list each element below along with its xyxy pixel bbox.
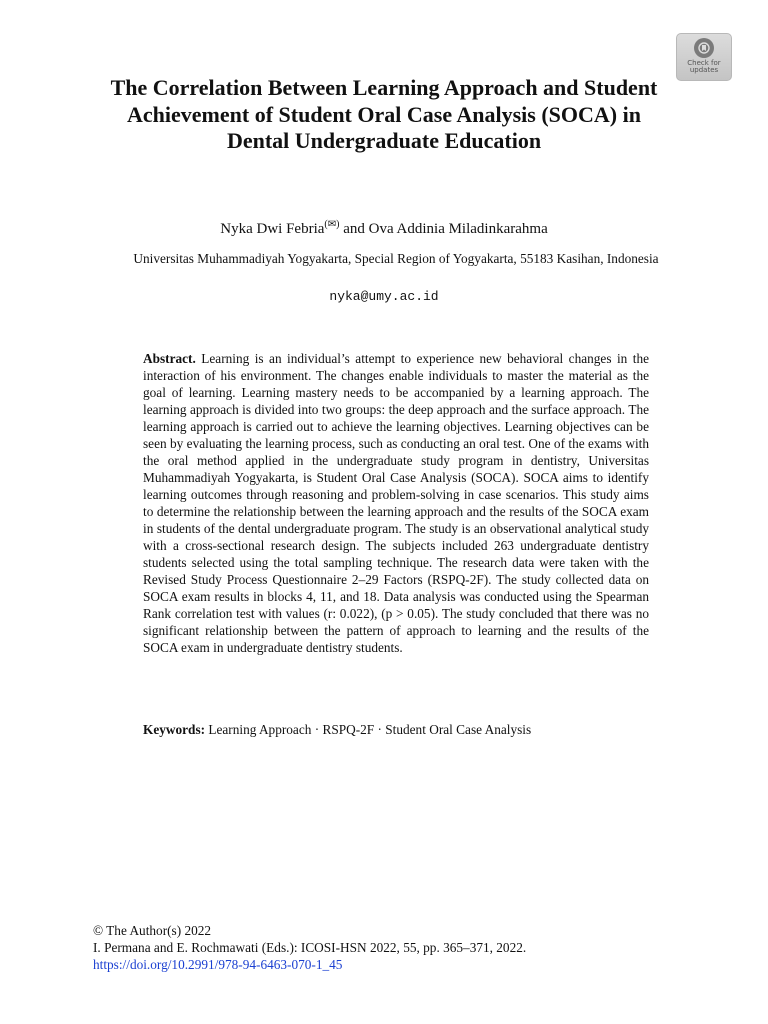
author-line [100, 215, 668, 239]
copyright: © The Author(s) 2022 [93, 923, 212, 938]
keywords-label: Keywords: [143, 722, 206, 737]
bookmark-icon [694, 38, 714, 58]
keywords-text: Learning Approach · RSPQ-2F · Student Oral Case Analysis [208, 722, 532, 737]
abstract-text: Learning is an individual’s attempt to experience new behavioral changes in the interaction of his environment. The changes enable individuals to master the material as the goal of learning. Learning mastery needs to be accompanied by a learning approach. The learning approach is divided into two groups: the deep approach and the surface approach. The learning approach is carried out to achieve the learning objectives. Learning objectives can be seen by evaluating the learning process, such as conducting an oral test. One of the exams with the oral method applied in the undergraduate study program in dentistry, Universitas Muhammadiyah Yogyakarta, is Student Oral Case Analysis (SOCA). SOCA aims to identify learning outcomes through reasoning and problem-solving in case scenarios. This study aims to determine the relationship between the learning approach and the results of the SOCA exam in students of the dental undergraduate program. The study is an observational analytical study with a cross-sectional research design. The subjects included 263 undergraduate dentistry students selected using the total sampling technique. The research data were taken with the Revised Study Process Questionnaire 2–29 Factors (RSPQ-2F). The study collected data on SOCA exam results in blocks 4, 11, and 18. Data analysis was conducted using the Spearman Rank correlation test with values (r: 0.022), (p > 0.05). The study concluded that there was no significant relationship between the pattern of approach to learning and the results of the SOCA exam in undergraduate dentistry students. [143, 351, 649, 655]
envelope-icon: (✉) [324, 219, 340, 230]
abstract-label: Abstract. [143, 351, 196, 366]
footer [93, 922, 693, 973]
author-first: Nyka Dwi Febria [220, 221, 325, 237]
check-for-updates-badge[interactable] [676, 33, 732, 81]
paper-title: The Correlation Between Learning Approach and Student Achievement of Student Oral Case Analysis (SOCA) in Dental Undergraduate Education [110, 75, 658, 153]
affiliation: Universitas Muhammadiyah Yogyakarta, Special Region of Yogyakarta, 55183 Kasihan, Indonesia [133, 251, 659, 266]
citation: I. Permana and E. Rochmawati (Eds.): ICOSI-HSN 2022, 55, pp. 365–371, 2022. [93, 940, 527, 955]
keywords [143, 721, 649, 738]
badge-label: Check for updates [687, 59, 721, 74]
doi-link[interactable]: https://doi.org/10.2991/978-94-6463-070-1_45 [93, 957, 343, 972]
abstract [143, 350, 649, 656]
email-address[interactable]: nyka@umy.ac.id [329, 289, 439, 304]
author-rest: and Ova Addinia Miladinkarahma [339, 221, 548, 237]
